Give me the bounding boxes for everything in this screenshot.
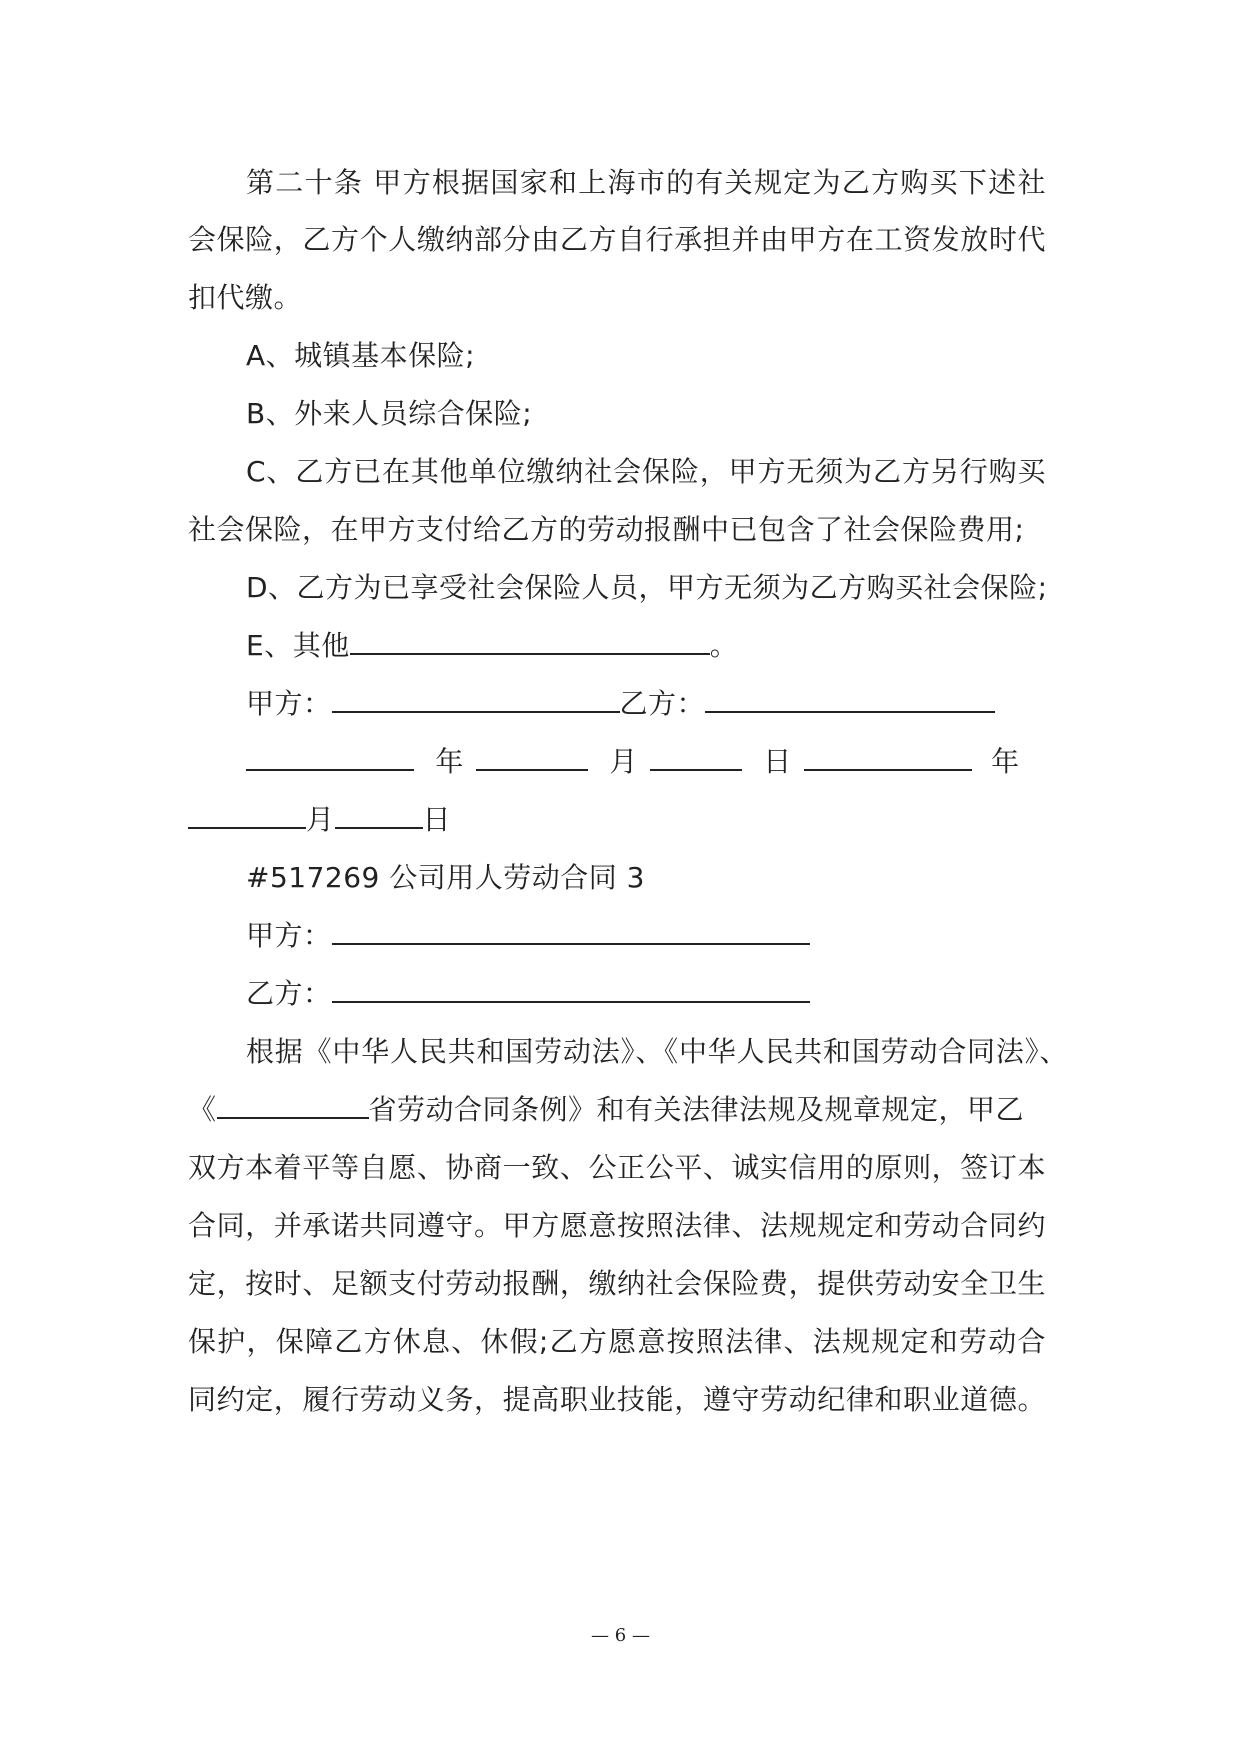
option-c-line-2: 社会保险，在甲方支付给乙方的劳动报酬中已包含了社会保险费用; bbox=[188, 513, 1025, 546]
basis-line-2-end: 省劳动合同条例》和有关法律法规及规章规定，甲乙 bbox=[368, 1093, 1025, 1126]
party-a-blank[interactable] bbox=[332, 917, 810, 945]
option-e-label: E、其他 bbox=[246, 629, 350, 662]
signature-party-a-label: 甲方： bbox=[246, 687, 332, 720]
contract-heading: #517269 公司用人劳动合同 3 bbox=[246, 861, 645, 894]
option-c-line-1: C、乙方已在其他单位缴纳社会保险，甲方无须为乙方另行购买 bbox=[246, 455, 1046, 488]
signature-party-b-blank[interactable] bbox=[705, 685, 995, 713]
option-e-line bbox=[246, 626, 738, 666]
option-e-blank[interactable] bbox=[350, 627, 710, 655]
party-a-label: 甲方： bbox=[246, 919, 332, 952]
date-a-month-label: 月 bbox=[609, 745, 638, 778]
date-a-day-label: 日 bbox=[763, 745, 792, 778]
date-b-year-blank[interactable] bbox=[804, 743, 972, 771]
option-a: A、城镇基本保险; bbox=[246, 339, 476, 372]
date-b-day-blank[interactable] bbox=[335, 801, 423, 829]
basis-line-2-start: 《 bbox=[188, 1093, 217, 1126]
date-b-month-blank[interactable] bbox=[188, 801, 306, 829]
basis-line-1: 根据《中华人民共和国劳动法》、《中华人民共和国劳动合同法》、 bbox=[246, 1035, 1068, 1068]
page-number: — 6 — bbox=[591, 1625, 650, 1646]
basis-line-6: 保护，保障乙方休息、休假;乙方愿意按照法律、法规规定和劳动合 bbox=[188, 1325, 1046, 1358]
date-b-year-label: 年 bbox=[991, 745, 1020, 778]
party-b-blank[interactable] bbox=[332, 975, 810, 1003]
date-a-year-label: 年 bbox=[435, 745, 464, 778]
option-b: B、外来人员综合保险; bbox=[246, 397, 533, 430]
province-blank[interactable] bbox=[217, 1091, 369, 1119]
basis-line-5: 定，按时、足额支付劳动报酬，缴纳社会保险费，提供劳动安全卫生 bbox=[188, 1267, 1046, 1300]
date-a-year-blank[interactable] bbox=[246, 743, 414, 771]
basis-line-3: 双方本着平等自愿、协商一致、公正公平、诚实信用的原则，签订本 bbox=[188, 1151, 1046, 1184]
signature-line bbox=[246, 684, 995, 724]
basis-line-7: 同约定，履行劳动义务，提高职业技能，遵守劳动纪律和职业道德。 bbox=[188, 1383, 1046, 1416]
date-a-month-blank[interactable] bbox=[476, 743, 588, 771]
date-b-month-label: 月 bbox=[306, 803, 335, 836]
basis-line-2 bbox=[188, 1090, 1024, 1130]
option-e-end: 。 bbox=[709, 629, 739, 662]
basis-line-4: 合同，并承诺共同遵守。甲方愿意按照法律、法规规定和劳动合同约 bbox=[188, 1209, 1046, 1242]
party-a-line bbox=[246, 916, 810, 956]
date-b-day-label: 日 bbox=[422, 803, 452, 836]
signature-party-a-blank[interactable] bbox=[332, 685, 620, 713]
article-20-line-2: 会保险，乙方个人缴纳部分由乙方自行承担并由甲方在工资发放时代 bbox=[188, 223, 1046, 256]
party-b-line bbox=[246, 974, 810, 1014]
article-20-line-3: 扣代缴。 bbox=[188, 281, 303, 314]
date-line-2 bbox=[188, 800, 451, 840]
article-20-line-1: 第二十条 甲方根据国家和上海市的有关规定为乙方购买下述社 bbox=[246, 166, 1046, 199]
signature-party-b-label: 乙方： bbox=[619, 687, 706, 720]
date-line-1 bbox=[246, 742, 1020, 782]
party-b-label: 乙方： bbox=[246, 977, 332, 1010]
date-a-day-blank[interactable] bbox=[650, 743, 742, 771]
option-d: D、乙方为已享受社会保险人员，甲方无须为乙方购买社会保险; bbox=[246, 571, 1048, 604]
